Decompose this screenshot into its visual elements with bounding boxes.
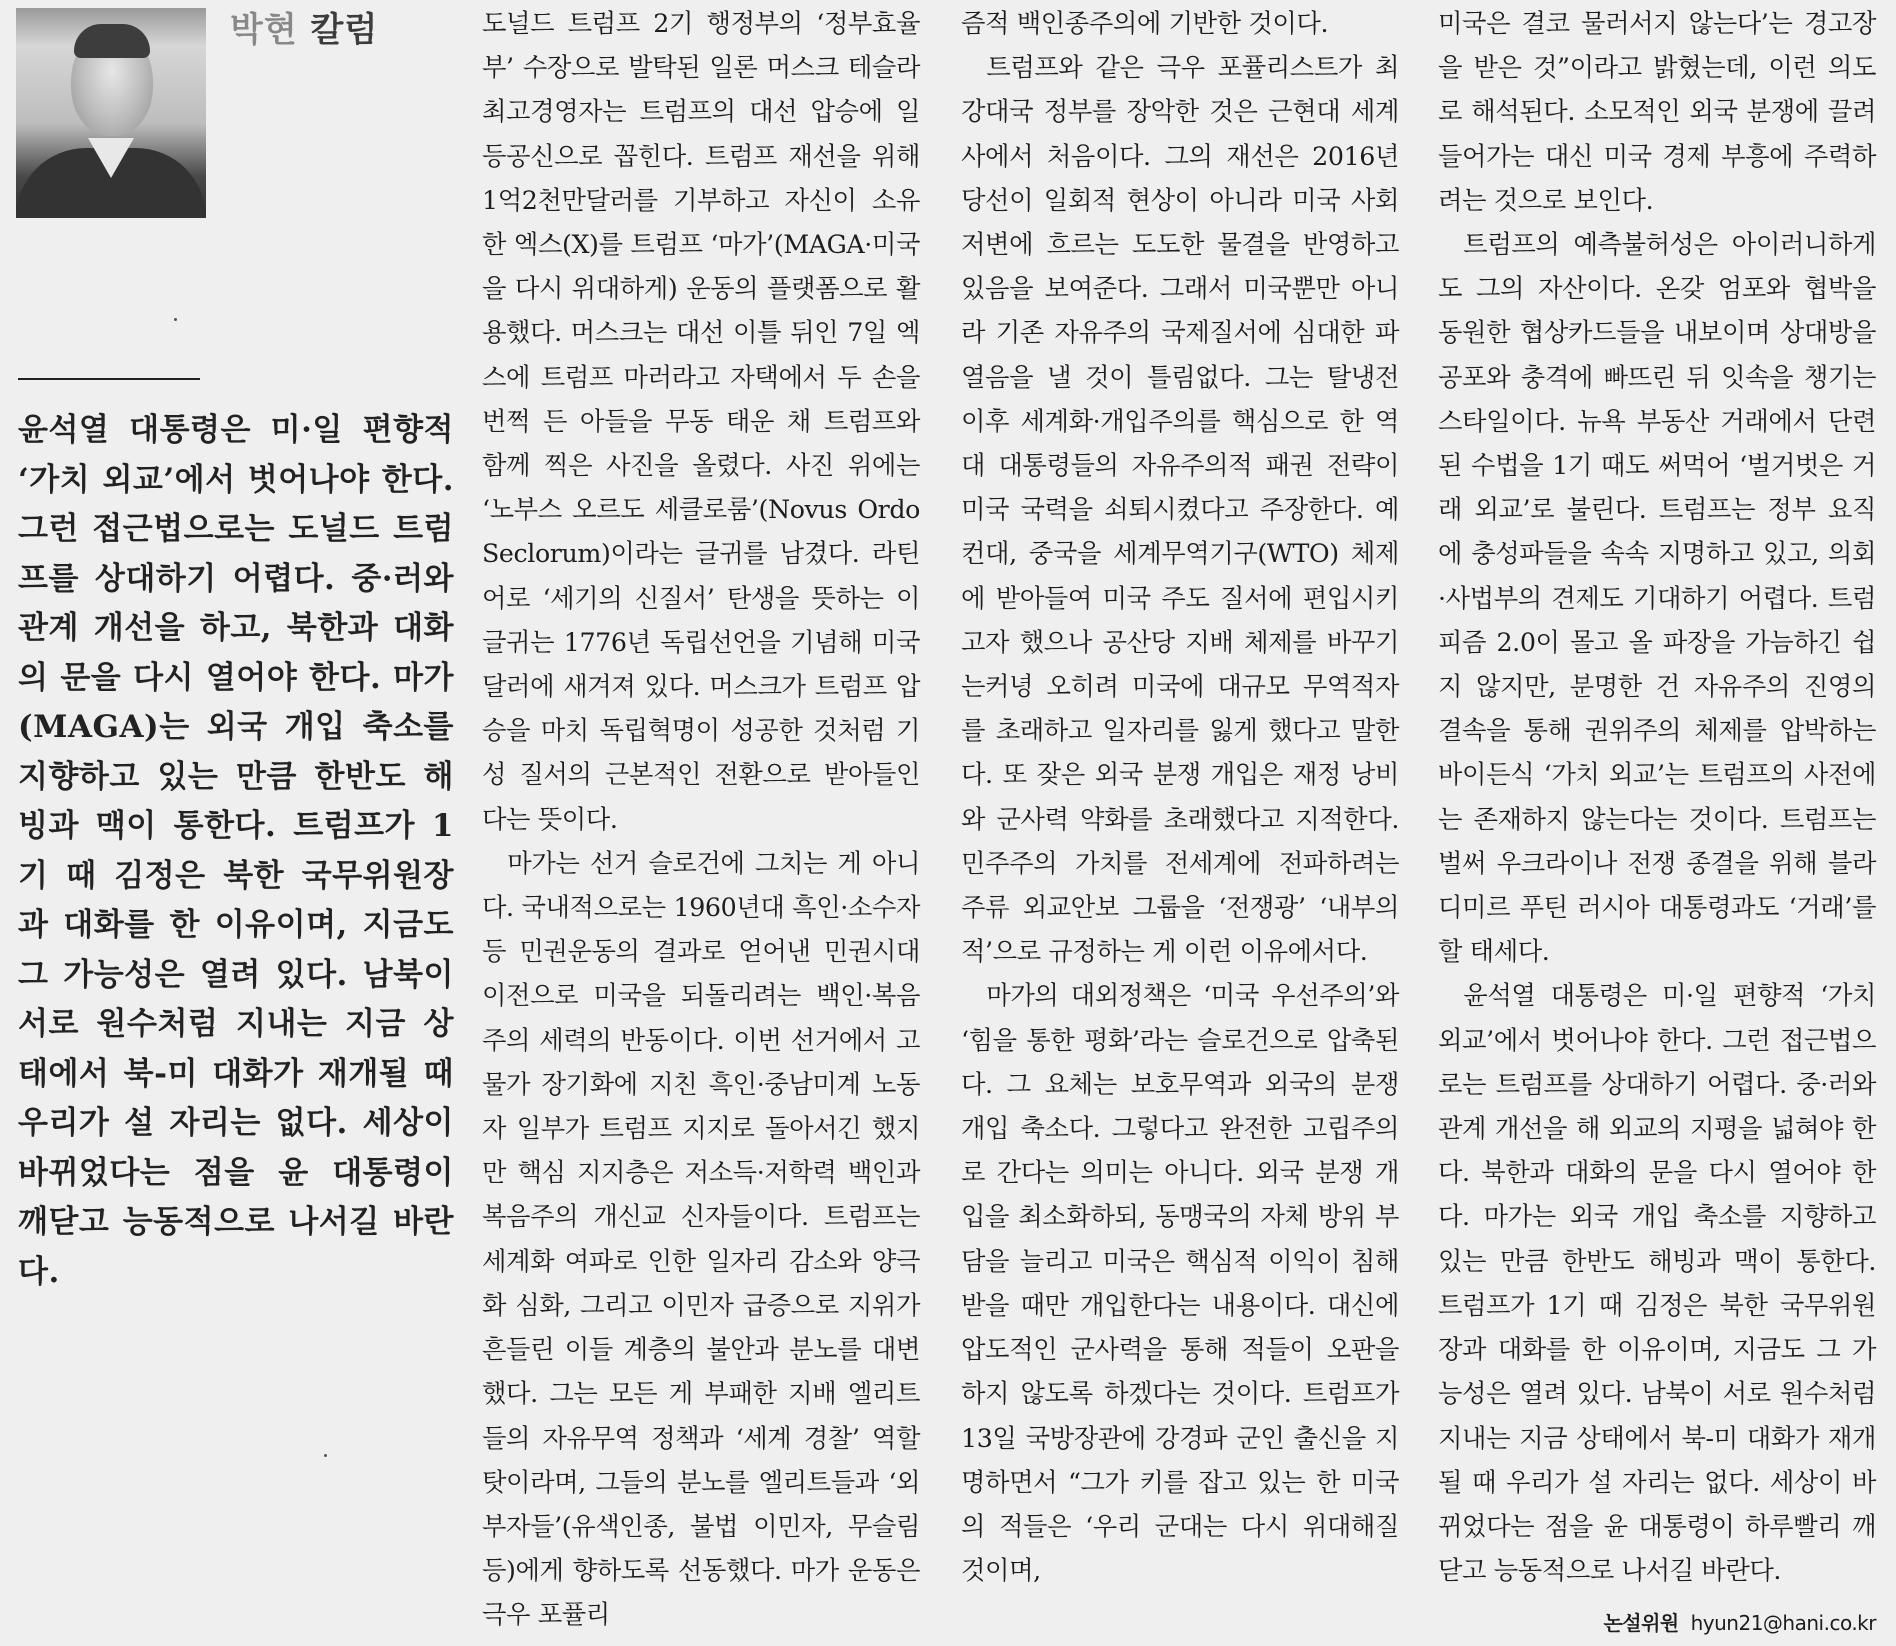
summary-divider: [18, 378, 200, 380]
summary-lead: 윤석열 대통령은 미·일 편향적 ‘가치 외교’에서 벗어나야 한다. 그런 접근법으로는 도널드 트럼프를 상대하기 어렵다. 중·러와 관계 개선을 하고, 북한과 대화의 문을 다시 열어야 한다. 마가(MAGA)는 외국 개입 축소를 지향하고 있는 만큼 한반도 해빙과 맥이 통한다. 트럼프가 1기 때 김정은 북한 국무위원장과 대화를 한 이유이며, 지금도 그 가능성은 열려 있다. 남북이 서로 원수처럼 지내는 지금 상태에서 북-미 대화가 재개될 때 우리가 설 자리는 없다. 세상이 바뀌었다는 점을 윤 대통령이 깨닫고 능동적으로 나서길 바란다.: [18, 412, 454, 1290]
decorative-dot: [324, 1454, 327, 1457]
paragraph: 트럼프와 같은 극우 포퓰리스트가 최강대국 정부를 장악한 것은 근현대 세계사에서 처음이다. 그의 재선은 2016년 당선이 일회적 현상이 아니라 미국 사회 저변에 흐르는 도도한 물결을 반영하고 있음을 보여준다. 그래서 미국뿐만 아니라 기존 자유주의 국제질서에 심대한 파열음을 낼 것이 틀림없다. 그는 탈냉전 이후 세계화·개입주의를 핵심으로 한 역대 대통령들의 자유주의적 패권 전략이 미국 국력을 쇠퇴시켰다고 주장한다. 예컨대, 중국을 세계무역기구(WTO) 체제에 받아들여 미국 주도 질서에 편입시키고자 했으나 공산당 지배 체제를 바꾸기는커녕 오히려 미국에 대규모 무역적자를 초래하고 일자리를 잃게 했다고 말한다. 또 잦은 외국 분쟁 개입은 재정 낭비와 군사력 약화를 초래했다고 지적한다. 민주주의 가치를 전세계에 전파하려는 주류 외교안보 그룹을 ‘전쟁광’ ‘내부의 적’으로 규정하는 게 이런 이유에서다.: [961, 53, 1399, 967]
paragraph: 마가의 대외정책은 ‘미국 우선주의’와 ‘힘을 통한 평화’라는 슬로건으로 압축된다. 그 요체는 보호무역과 외국의 분쟁 개입 축소다. 그렇다고 완전한 고립주의로 간다는 의미는 아니다. 외국 분쟁 개입을 최소화하되, 동맹국의 자체 방위 부담을 늘리고 미국은 핵심적 이익이 침해받을 때만 개입한다는 내용이다. 대신에 압도적인 군사력을 통해 적들이 오판을 하지 않도록 하겠다는 것이다. 트럼프가 13일 국방장관에 강경파 군인 출신을 지명하면서 “그가 키를 잡고 있는 한 미국의 적들은 ‘우리 군대는 다시 위대해질 것이며,: [961, 981, 1399, 1586]
author-photo: [16, 8, 206, 218]
paragraph: 윤석열 대통령은 미·일 편향적 ‘가치 외교’에서 벗어나야 한다. 그런 접근법으로는 트럼프를 상대하기 어렵다. 중·러와 관계 개선을 해 외교의 지평을 넓혀야 한다. 북한과 대화의 문을 다시 열어야 한다. 마가는 외국 개입 축소를 지향하고 있는 만큼 한반도 해빙과 맥이 통한다. 트럼프가 1기 때 김정은 북한 국무위원장과 대화를 한 이유이며, 지금도 그 가능성은 열려 있다. 남북이 서로 원수처럼 지내는 지금 상태에서 북-미 대화가 재개될 때 우리가 설 자리는 없다. 세상이 바뀌었다는 점을 윤 대통령이 하루빨리 깨닫고 능동적으로 나서길 바란다.: [1438, 981, 1876, 1586]
paragraph: 미국은 결코 물러서지 않는다’는 경고장을 받은 것”이라고 밝혔는데, 이런 의도로 해석된다. 소모적인 외국 분쟁에 끌려들어가는 대신 미국 경제 부흥에 주력하려는 것으로 보인다.: [1438, 9, 1876, 215]
column-sidebar: [8, 0, 454, 1538]
author-name: 박현: [230, 10, 298, 50]
article-column-1: [482, 2, 920, 1638]
article-column-2: [961, 2, 1399, 1593]
paragraph: 트럼프의 예측불허성은 아이러니하게도 그의 자산이다. 온갖 엄포와 협박을 동원한 협상카드들을 내보이며 상대방을 공포와 충격에 빠뜨린 뒤 잇속을 챙기는 스타일이다. 뉴욕 부동산 거래에서 단련된 수법을 1기 때도 써먹어 ‘벌거벗은 거래 외교’로 불린다. 트럼프는 정부 요직에 충성파들을 속속 지명하고 있고, 의회·사법부의 견제도 기대하기 어렵다. 트럼피즘 2.0이 몰고 올 파장을 가늠하긴 쉽지 않지만, 분명한 건 자유주의 진영의 결속을 통해 권위주의 체제를 압박하는 바이든식 ‘가치 외교’는 트럼프의 사전에는 존재하지 않는다는 것이다. 트럼프는 벌써 우크라이나 전쟁 종결을 위해 블라디미르 푸틴 러시아 대통령과도 ‘거래’를 할 태세다.: [1438, 230, 1876, 967]
byline: [1603, 1601, 1876, 1645]
paragraph: 도널드 트럼프 2기 행정부의 ‘정부효율부’ 수장으로 발탁된 일론 머스크 테슬라 최고경영자는 트럼프의 대선 압승에 일등공신으로 꼽힌다. 트럼프 재선을 위해 1억2천만달러를 기부하고 자신이 소유한 엑스(X)를 트럼프 ‘마가’(MAGA·미국을 다시 위대하게) 운동의 플랫폼으로 활용했다. 머스크는 대선 이틀 뒤인 7일 엑스에 트럼프 마러라고 자택에서 두 손을 번쩍 든 아들을 무동 태운 채 트럼프와 함께 찍은 사진을 올렸다. 사진 위에는 ‘노부스 오르도 세클로룸’(Novus Ordo Seclorum)이라는 글귀를 남겼다. 라틴어로 ‘세기의 신질서’ 탄생을 뜻하는 이 글귀는 1776년 독립선언을 기념해 미국 달러에 새겨져 있다. 머스크가 트럼프 압승을 마치 독립혁명이 성공한 것처럼 기성 질서의 근본적인 전환으로 받아들인다는 뜻이다.: [482, 9, 920, 834]
decorative-dot: [174, 318, 177, 321]
paragraph: 즘적 백인종주의에 기반한 것이다.: [961, 9, 1329, 38]
column-heading: [230, 2, 378, 51]
paragraph: 마가는 선거 슬로건에 그치는 게 아니다. 국내적으로는 1960년대 흑인·소수자 등 민권운동의 결과로 얻어낸 민권시대 이전으로 미국을 되돌리려는 백인·복음주의 세력의 반동이다. 이번 선거에서 고물가 장기화에 지친 흑인·중남미계 노동자 일부가 트럼프 지지로 돌아서긴 했지만 핵심 지지층은 저소득·저학력 백인과 복음주의 개신교 신자들이다. 트럼프는 세계화 여파로 인한 일자리 감소와 양극화 심화, 그리고 이민자 급증으로 지위가 흔들린 이들 계층의 불안과 분노를 대변했다. 그는 모든 게 부패한 지배 엘리트들의 자유무역 정책과 ‘세계 경찰’ 역할 탓이라며, 그들의 분노를 엘리트들과 ‘외부자들’(유색인종, 불법 이민자, 무슬림 등)에게 향하도록 선동했다. 마가 운동은 극우 포퓰리: [482, 848, 920, 1630]
column-label: 칼럼: [310, 10, 379, 50]
byline-email[interactable]: hyun21@hani.co.kr: [1690, 1611, 1876, 1636]
article-column-3: [1438, 2, 1876, 1646]
byline-title: 논설위원: [1603, 1611, 1679, 1636]
